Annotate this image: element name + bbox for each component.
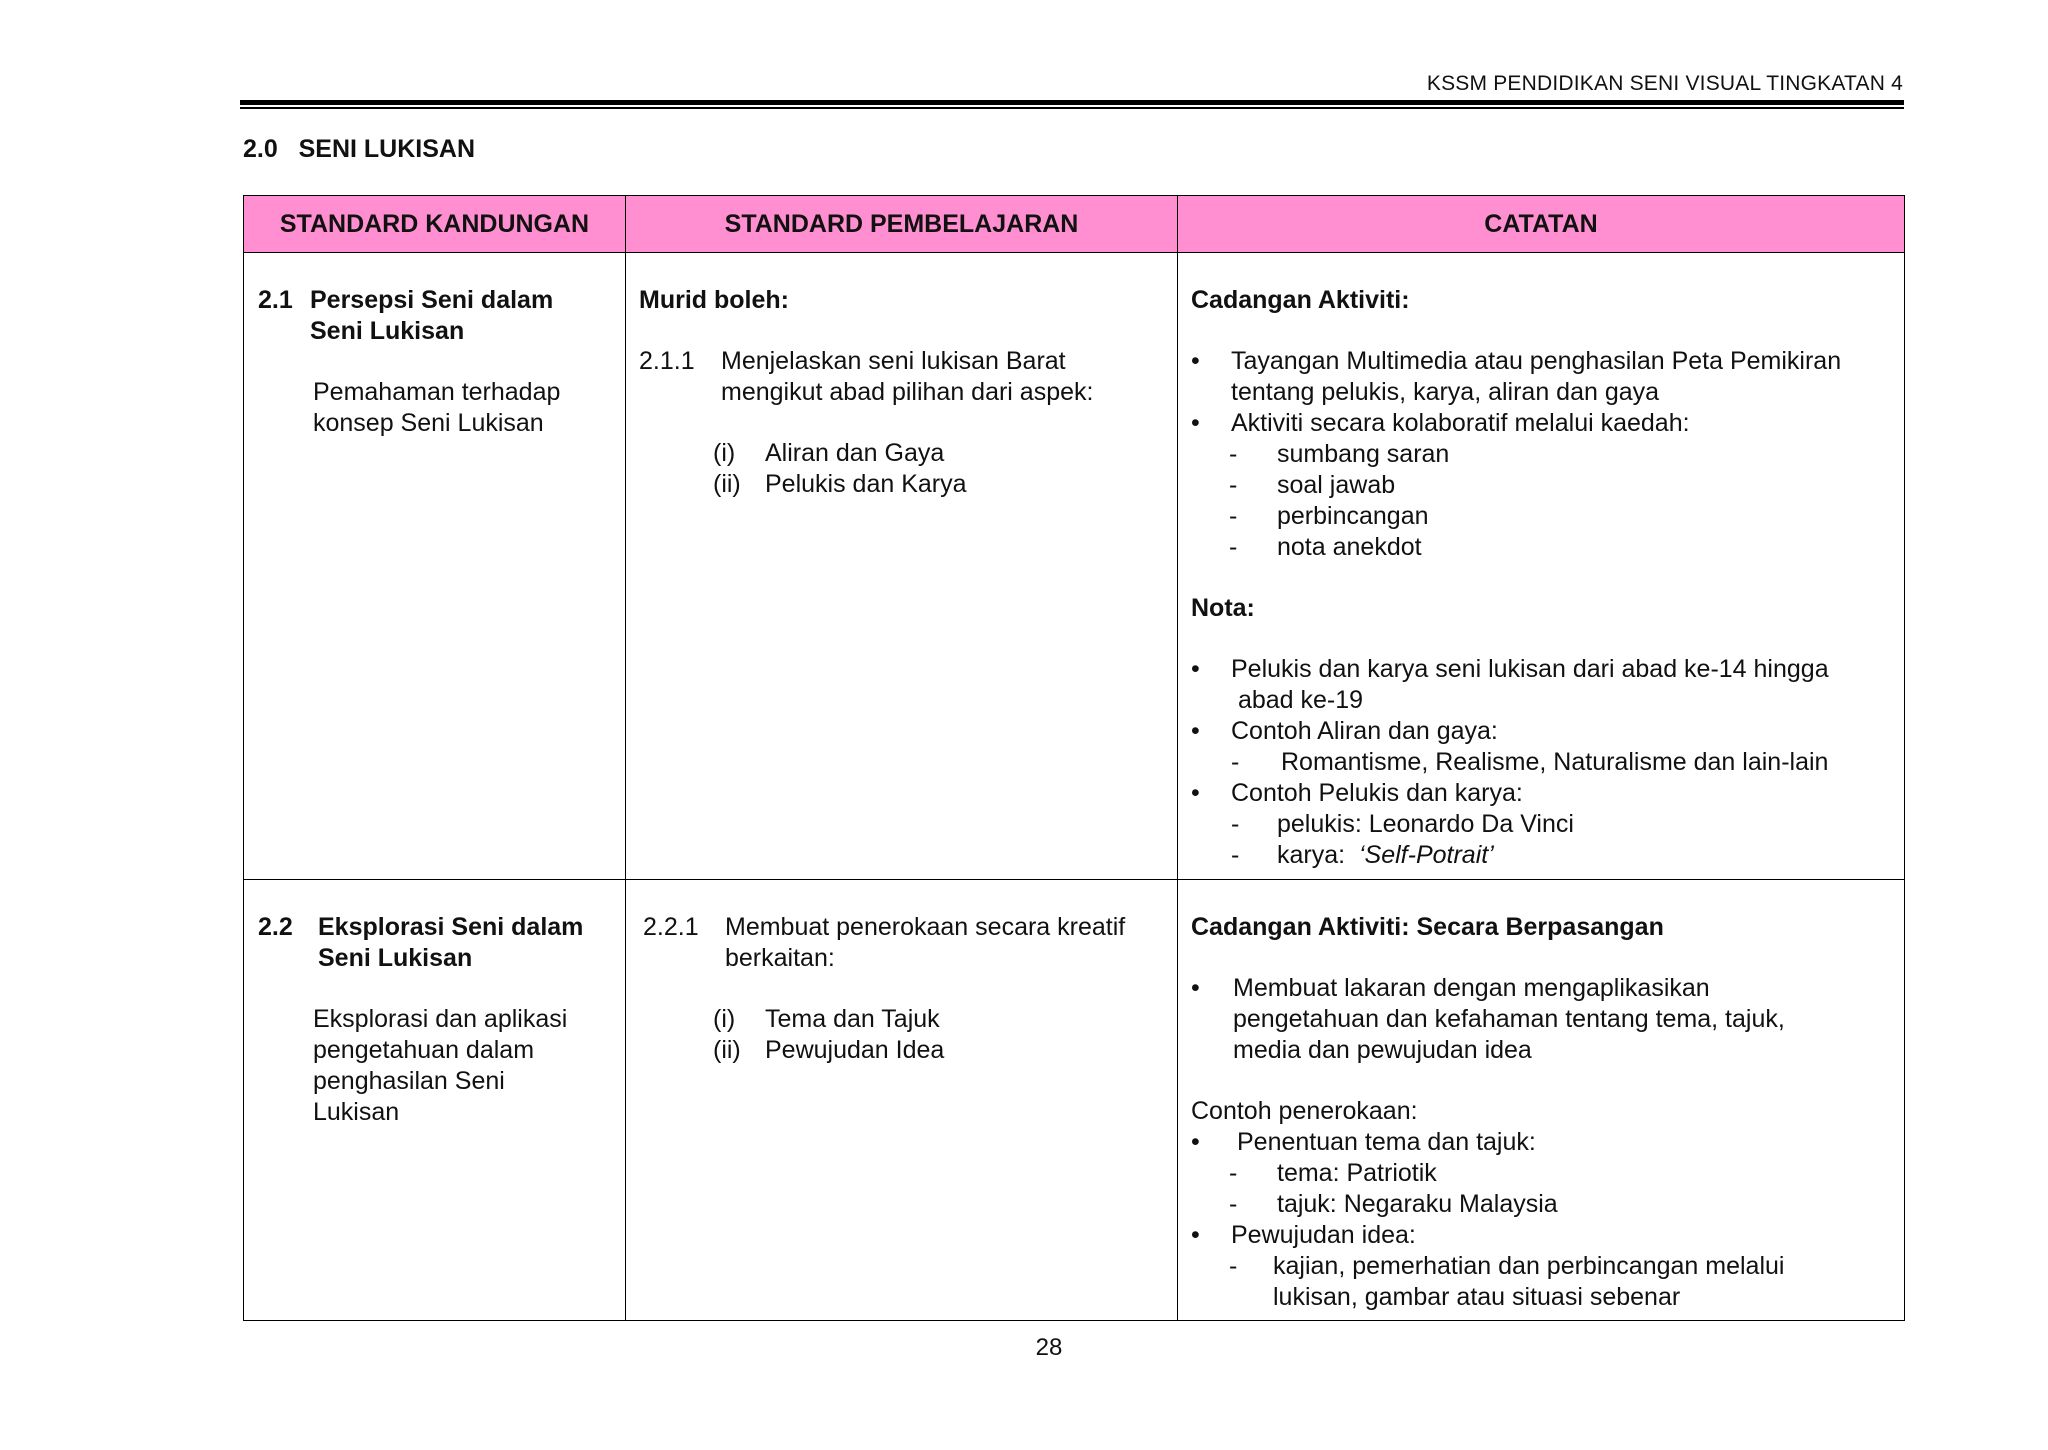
section-number: 2.0 xyxy=(243,135,278,163)
nota-list-cont xyxy=(1191,778,1892,809)
page-number: 28 xyxy=(1035,1334,1063,1361)
contoh-list xyxy=(1191,1127,1892,1158)
header-catatan: CATATAN xyxy=(1178,196,1905,253)
section-title xyxy=(243,135,475,164)
nota-heading: Nota: xyxy=(1191,594,1255,622)
table-header-row xyxy=(244,196,1905,253)
catatan-heading: Cadangan Aktiviti: Secara Berpasangan xyxy=(1191,913,1664,941)
sk-number: 2.1 xyxy=(258,286,293,314)
sk-description: Eksplorasi dan aplikasi pengetahuan dalam penghasilan Seni Lukisan xyxy=(313,1005,568,1126)
sp-subitem: (i) Tema dan Tajuk xyxy=(713,1005,940,1033)
sp-text: Menjelaskan seni lukisan Barat mengikut abad pilihan dari aspek: xyxy=(721,347,1094,406)
list-item: - perbincangan xyxy=(1229,502,1429,530)
sk-description: Pemahaman terhadap konsep Seni Lukisan xyxy=(313,378,561,437)
list-item: • Aktiviti secara kolaboratif melalui kaedah: xyxy=(1191,409,1690,437)
section-name: SENI LUKISAN xyxy=(298,135,476,163)
sp-number: 2.1.1 xyxy=(639,347,695,375)
catatan-heading: Cadangan Aktiviti: xyxy=(1191,286,1410,314)
aliran-list xyxy=(1191,747,1892,778)
sp-intro: Murid boleh: xyxy=(639,286,789,314)
header-rule-thick xyxy=(240,100,1904,105)
list-item: - pelukis: Leonardo Da Vinci xyxy=(1231,810,1574,838)
nota-list xyxy=(1191,654,1892,747)
sp-item-2-1-1 xyxy=(639,346,1165,408)
method-list xyxy=(1191,439,1892,563)
sp-text: Membuat penerokaan secara kreatif berkaitan: xyxy=(725,913,1126,972)
list-item: • Membuat lakaran dengan mengaplikasikan pengetahuan dan kefahaman tentang tema, tajuk, media dan pewujudan idea xyxy=(1191,974,1785,1064)
header-standard-pembelajaran: STANDARD PEMBELAJARAN xyxy=(626,196,1178,253)
sp-subitem: (ii) Pewujudan Idea xyxy=(713,1036,945,1064)
list-item: • Contoh Pelukis dan karya: xyxy=(1191,779,1523,807)
sp-item-2-2-1 xyxy=(643,912,1165,974)
sp-subitem: (i) Aliran dan Gaya xyxy=(713,439,945,467)
table-row xyxy=(244,253,1905,880)
list-item: - tema: Patriotik xyxy=(1229,1159,1437,1187)
sk-heading xyxy=(258,912,613,974)
list-item: • Contoh Aliran dan gaya: xyxy=(1191,717,1498,745)
cell-standard-kandungan-2-2 xyxy=(244,880,626,1321)
sk-title: Eksplorasi Seni dalam Seni Lukisan xyxy=(318,913,584,972)
cell-catatan-2-1 xyxy=(1178,253,1905,880)
cell-standard-pembelajaran-2-1 xyxy=(626,253,1178,880)
list-item: • Penentuan tema dan tajuk: xyxy=(1191,1128,1536,1156)
sp-subitem: (ii) Pelukis dan Karya xyxy=(713,470,967,498)
artwork-title: ‘Self-Potrait’ xyxy=(1358,841,1494,869)
header-rule-thin xyxy=(240,107,1904,109)
contoh-heading: Contoh penerokaan: xyxy=(1191,1097,1418,1125)
list-item: - Romantisme, Realisme, Naturalisme dan lain-lain xyxy=(1231,748,1829,776)
list-item: • Tayangan Multimedia atau penghasilan Peta Pemikiran tentang pelukis, karya, aliran dan gaya xyxy=(1191,347,1842,406)
contoh-list-cont xyxy=(1191,1220,1892,1251)
cell-standard-kandungan-2-1 xyxy=(244,253,626,880)
activity-list xyxy=(1191,346,1892,439)
pelukis-list xyxy=(1191,809,1892,871)
header-standard-kandungan: STANDARD KANDUNGAN xyxy=(244,196,626,253)
sk-number: 2.2 xyxy=(258,913,293,941)
sp-number: 2.2.1 xyxy=(643,913,699,941)
list-item: • Pelukis dan karya seni lukisan dari abad ke-14 hingga abad ke-19 xyxy=(1191,655,1829,714)
list-item: - soal jawab xyxy=(1229,471,1396,499)
cell-standard-pembelajaran-2-2 xyxy=(626,880,1178,1321)
list-item: - sumbang saran xyxy=(1229,440,1450,468)
table-row xyxy=(244,880,1905,1321)
list-item: • Pewujudan idea: xyxy=(1191,1221,1416,1249)
cell-catatan-2-2 xyxy=(1178,880,1905,1321)
sk-title: Persepsi Seni dalam Seni Lukisan xyxy=(310,286,554,345)
list-item: - karya: ‘Self-Potrait’ xyxy=(1231,841,1494,869)
activity-list xyxy=(1191,973,1892,1066)
list-item: - kajian, pemerhatian dan perbincangan melalui lukisan, gambar atau situasi sebenar xyxy=(1229,1252,1785,1311)
idea-list xyxy=(1191,1251,1892,1313)
list-item: - tajuk: Negaraku Malaysia xyxy=(1229,1190,1558,1218)
list-item: - nota anekdot xyxy=(1229,533,1422,561)
curriculum-table xyxy=(243,195,1905,1321)
sk-heading xyxy=(258,285,613,347)
running-header: KSSM PENDIDIKAN SENI VISUAL TINGKATAN 4 xyxy=(1426,72,1903,95)
tema-list xyxy=(1191,1158,1892,1220)
